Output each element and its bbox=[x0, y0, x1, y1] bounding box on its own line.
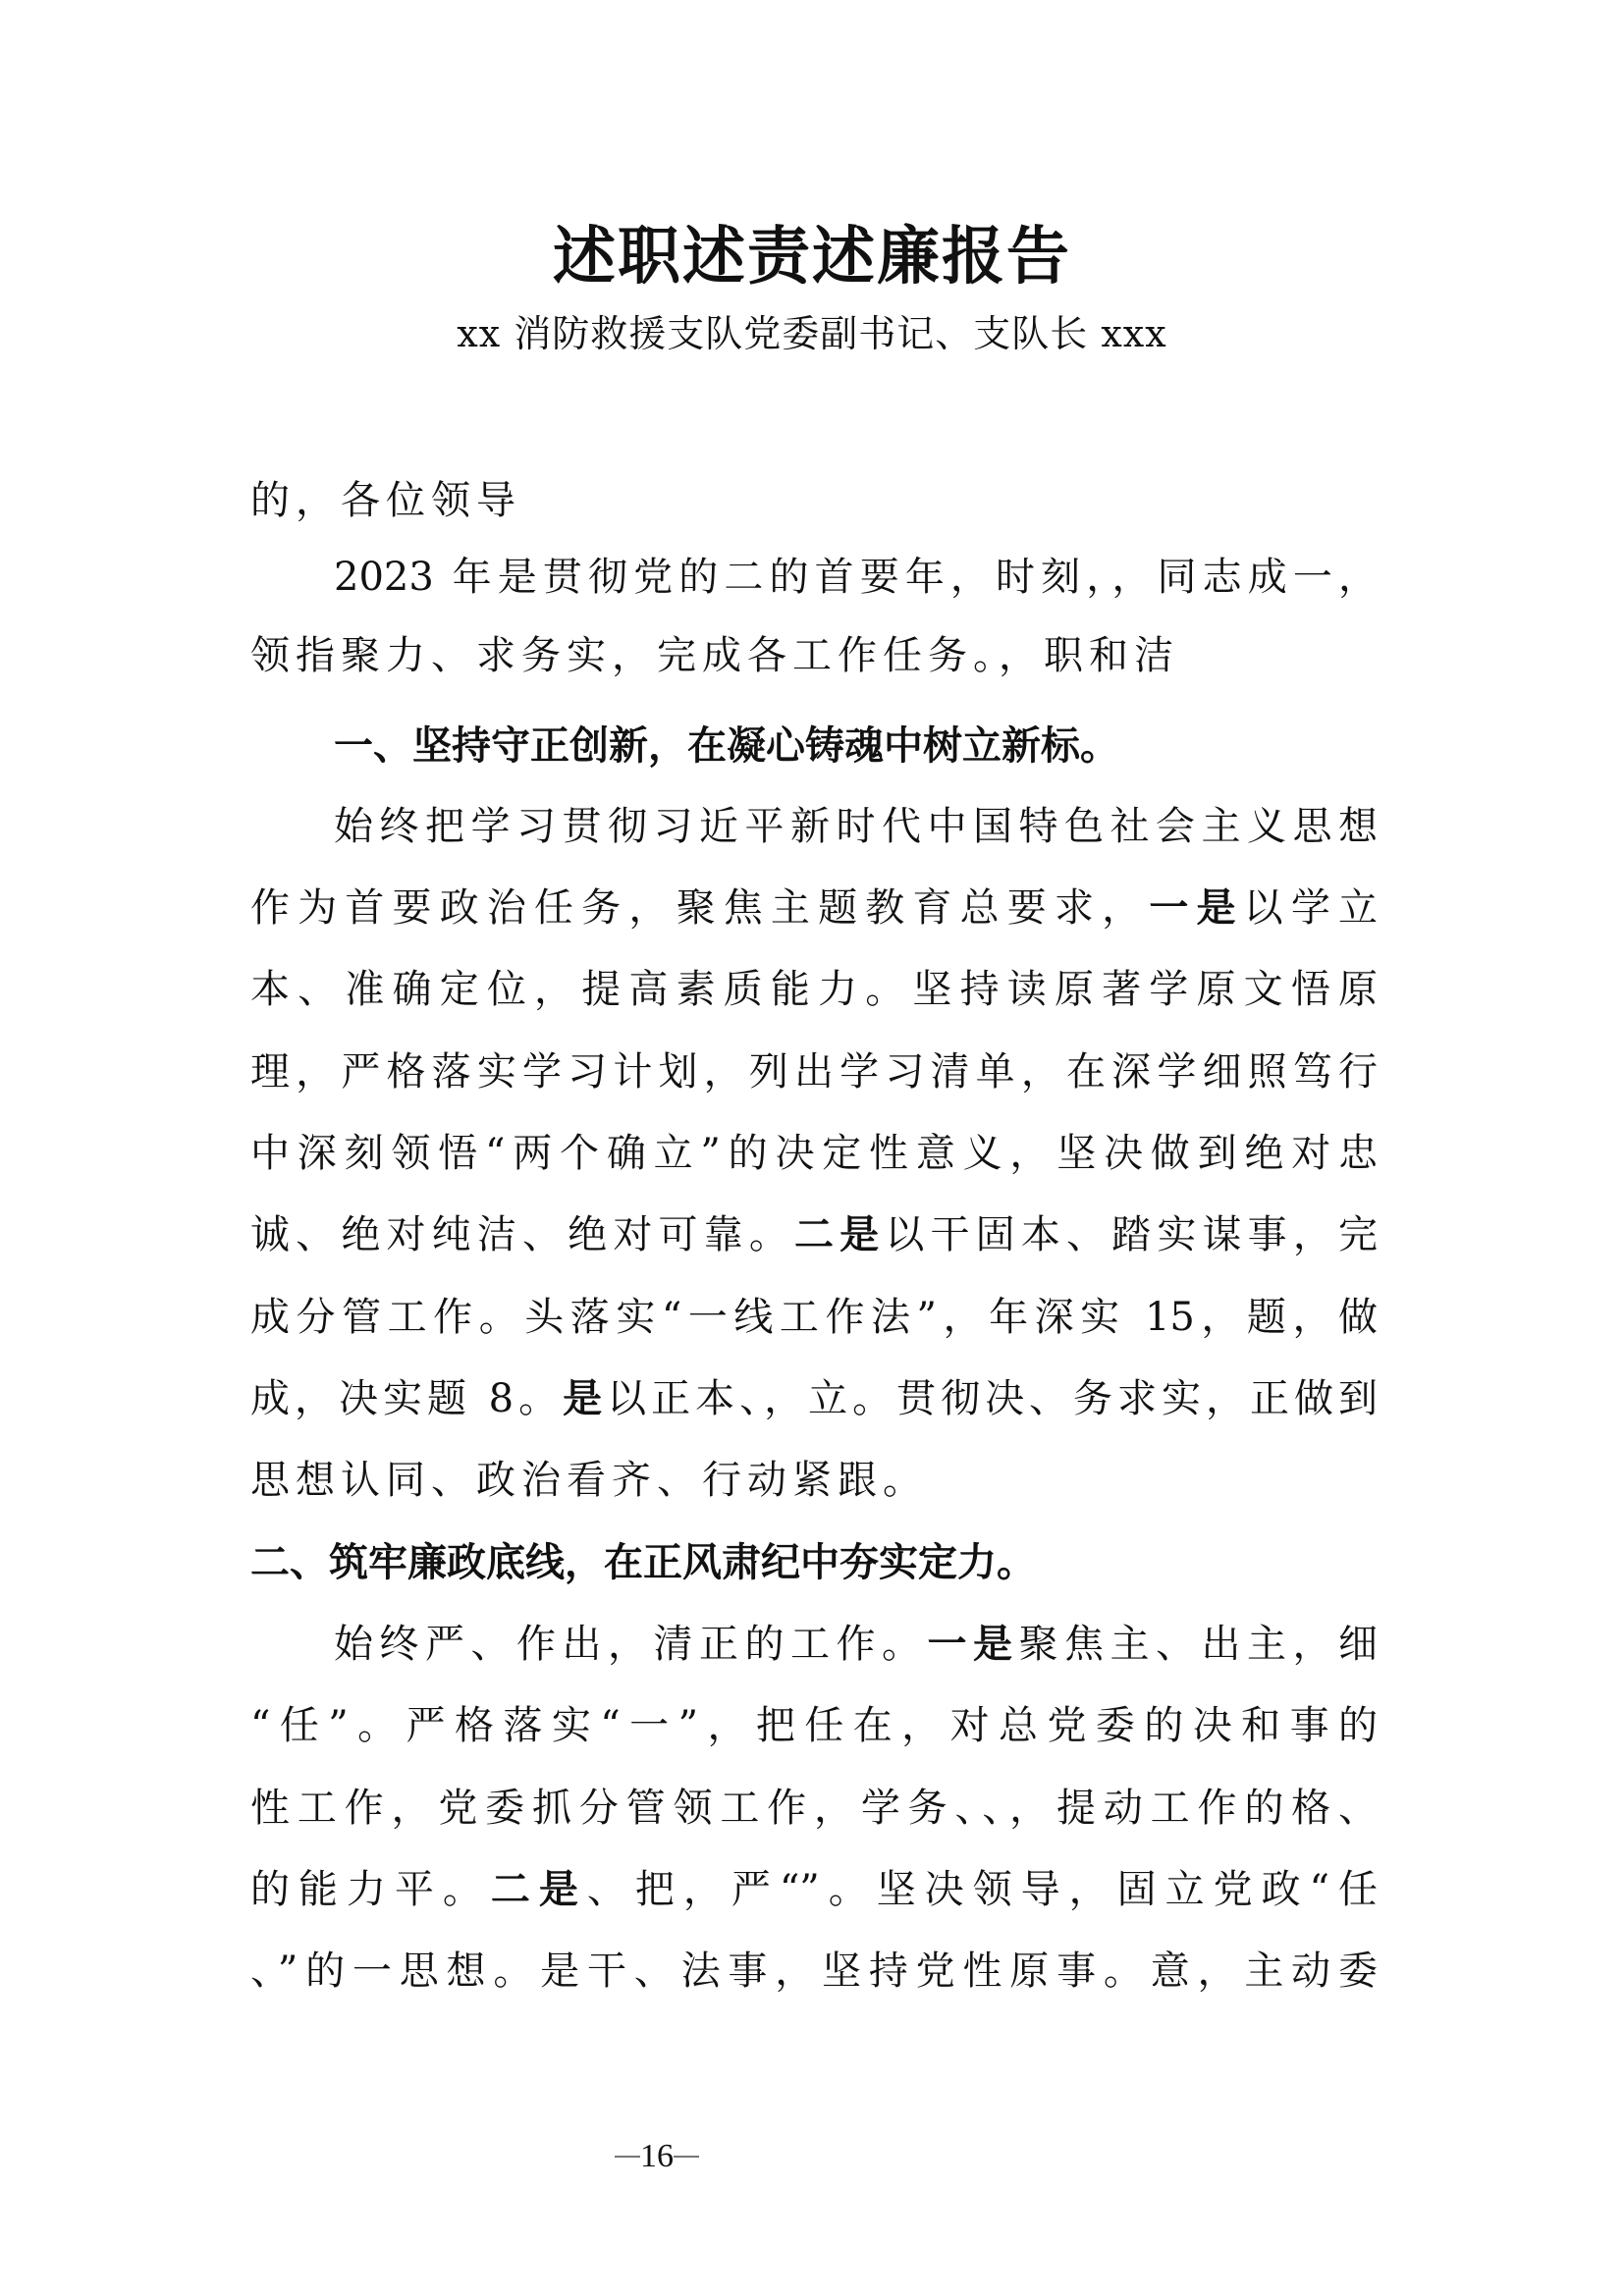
section-2-line bbox=[334, 1615, 1378, 1674]
text-run: 、把，严“”。坚决领导，固立党政“任 bbox=[586, 1867, 1378, 1912]
section-1-line bbox=[334, 797, 1378, 856]
section-1-line bbox=[250, 1124, 1378, 1183]
text-run: 成分管工作。头落实“一线工作法”，年深实 15，题，做 bbox=[250, 1295, 1378, 1340]
section-1-line bbox=[250, 1205, 1378, 1264]
text-run: 、”的一思想。是干、法事，坚持党性原事。意，主动委 bbox=[250, 1949, 1378, 1994]
document-title: 述职述责述廉报告 bbox=[553, 220, 1071, 294]
text-run: 中深刻领悟“两个确立”的决定性意义，坚决做到绝对忠 bbox=[250, 1131, 1378, 1176]
section-1-line bbox=[250, 960, 1378, 1019]
emphasis-label: 二是 bbox=[794, 1211, 886, 1257]
section-2-line bbox=[250, 1779, 1378, 1838]
section-2-line bbox=[250, 1696, 1378, 1755]
section-2-line bbox=[250, 1942, 1378, 2001]
text-run: 成，决实题 8。 bbox=[250, 1376, 564, 1421]
text-run: 始终严、作出，清正的工作。 bbox=[334, 1622, 928, 1667]
text-run: 思想认同、政治看齐、行动紧跟。 bbox=[250, 1458, 928, 1503]
section-2-line bbox=[250, 1860, 1378, 1919]
text-run: 性工作，党委抓分管领工作，学务、、，提动工作的格、 bbox=[250, 1786, 1378, 1831]
salutation-line: 的，各位领导 bbox=[250, 478, 521, 523]
emphasis-label: 一是 bbox=[1149, 884, 1244, 931]
text-run: 的能力平。 bbox=[250, 1867, 491, 1912]
page-number bbox=[615, 2132, 699, 2181]
text-run: 理，严格落实学习计划，列出学习清单，在深学细照笃行 bbox=[250, 1049, 1378, 1095]
text-run: 作为首要政治任务，聚焦主题教育总要求， bbox=[250, 885, 1150, 931]
dash-left bbox=[615, 2156, 640, 2158]
page-number-value: 16 bbox=[640, 2138, 674, 2174]
emphasis-label: 一是 bbox=[927, 1621, 1019, 1667]
text-run: 聚焦主、出主，细 bbox=[1018, 1622, 1378, 1667]
section-2-heading: 二、筑牢廉政底线，在正风肃纪中夯实定力。 bbox=[250, 1540, 1036, 1585]
section-1-line bbox=[250, 1451, 1378, 1510]
text-run: 以干固本、踏实谋事，完 bbox=[885, 1212, 1379, 1257]
section-1-line bbox=[250, 879, 1378, 937]
document-subtitle: xx 消防救援支队党委副书记、支队长 xxx bbox=[457, 312, 1167, 355]
text-run: 始终把学习贯彻习近平新时代中国特色社会主义思想 bbox=[334, 804, 1378, 849]
text-run: 本、准确定位，提高素质能力。坚持读原著学原文悟原 bbox=[250, 967, 1378, 1012]
text-run: 诚、绝对纯洁、绝对可靠。 bbox=[250, 1212, 794, 1257]
emphasis-label: 是 bbox=[563, 1375, 608, 1421]
section-1-line bbox=[250, 1042, 1378, 1101]
section-1-line bbox=[250, 1288, 1378, 1347]
text-run: 以正本、，立。贯彻决、务求实，正做到 bbox=[607, 1376, 1379, 1421]
text-run: “任”。严格落实“一”，把任在，对总党委的决和事的 bbox=[250, 1703, 1378, 1748]
section-1-heading: 一、坚持守正创新，在凝心铸魂中树立新标。 bbox=[334, 723, 1119, 769]
intro-line-1: 2023 年是贯彻党的二的首要年，时刻，，同志成一， bbox=[334, 555, 1378, 600]
text-run: 以学立 bbox=[1243, 885, 1379, 931]
intro-line-2: 领指聚力、求务实，完成各工作任务。，职和洁 bbox=[250, 633, 1179, 678]
dash-right bbox=[674, 2156, 699, 2158]
section-1-line bbox=[250, 1369, 1378, 1428]
emphasis-label: 二是 bbox=[490, 1866, 587, 1912]
